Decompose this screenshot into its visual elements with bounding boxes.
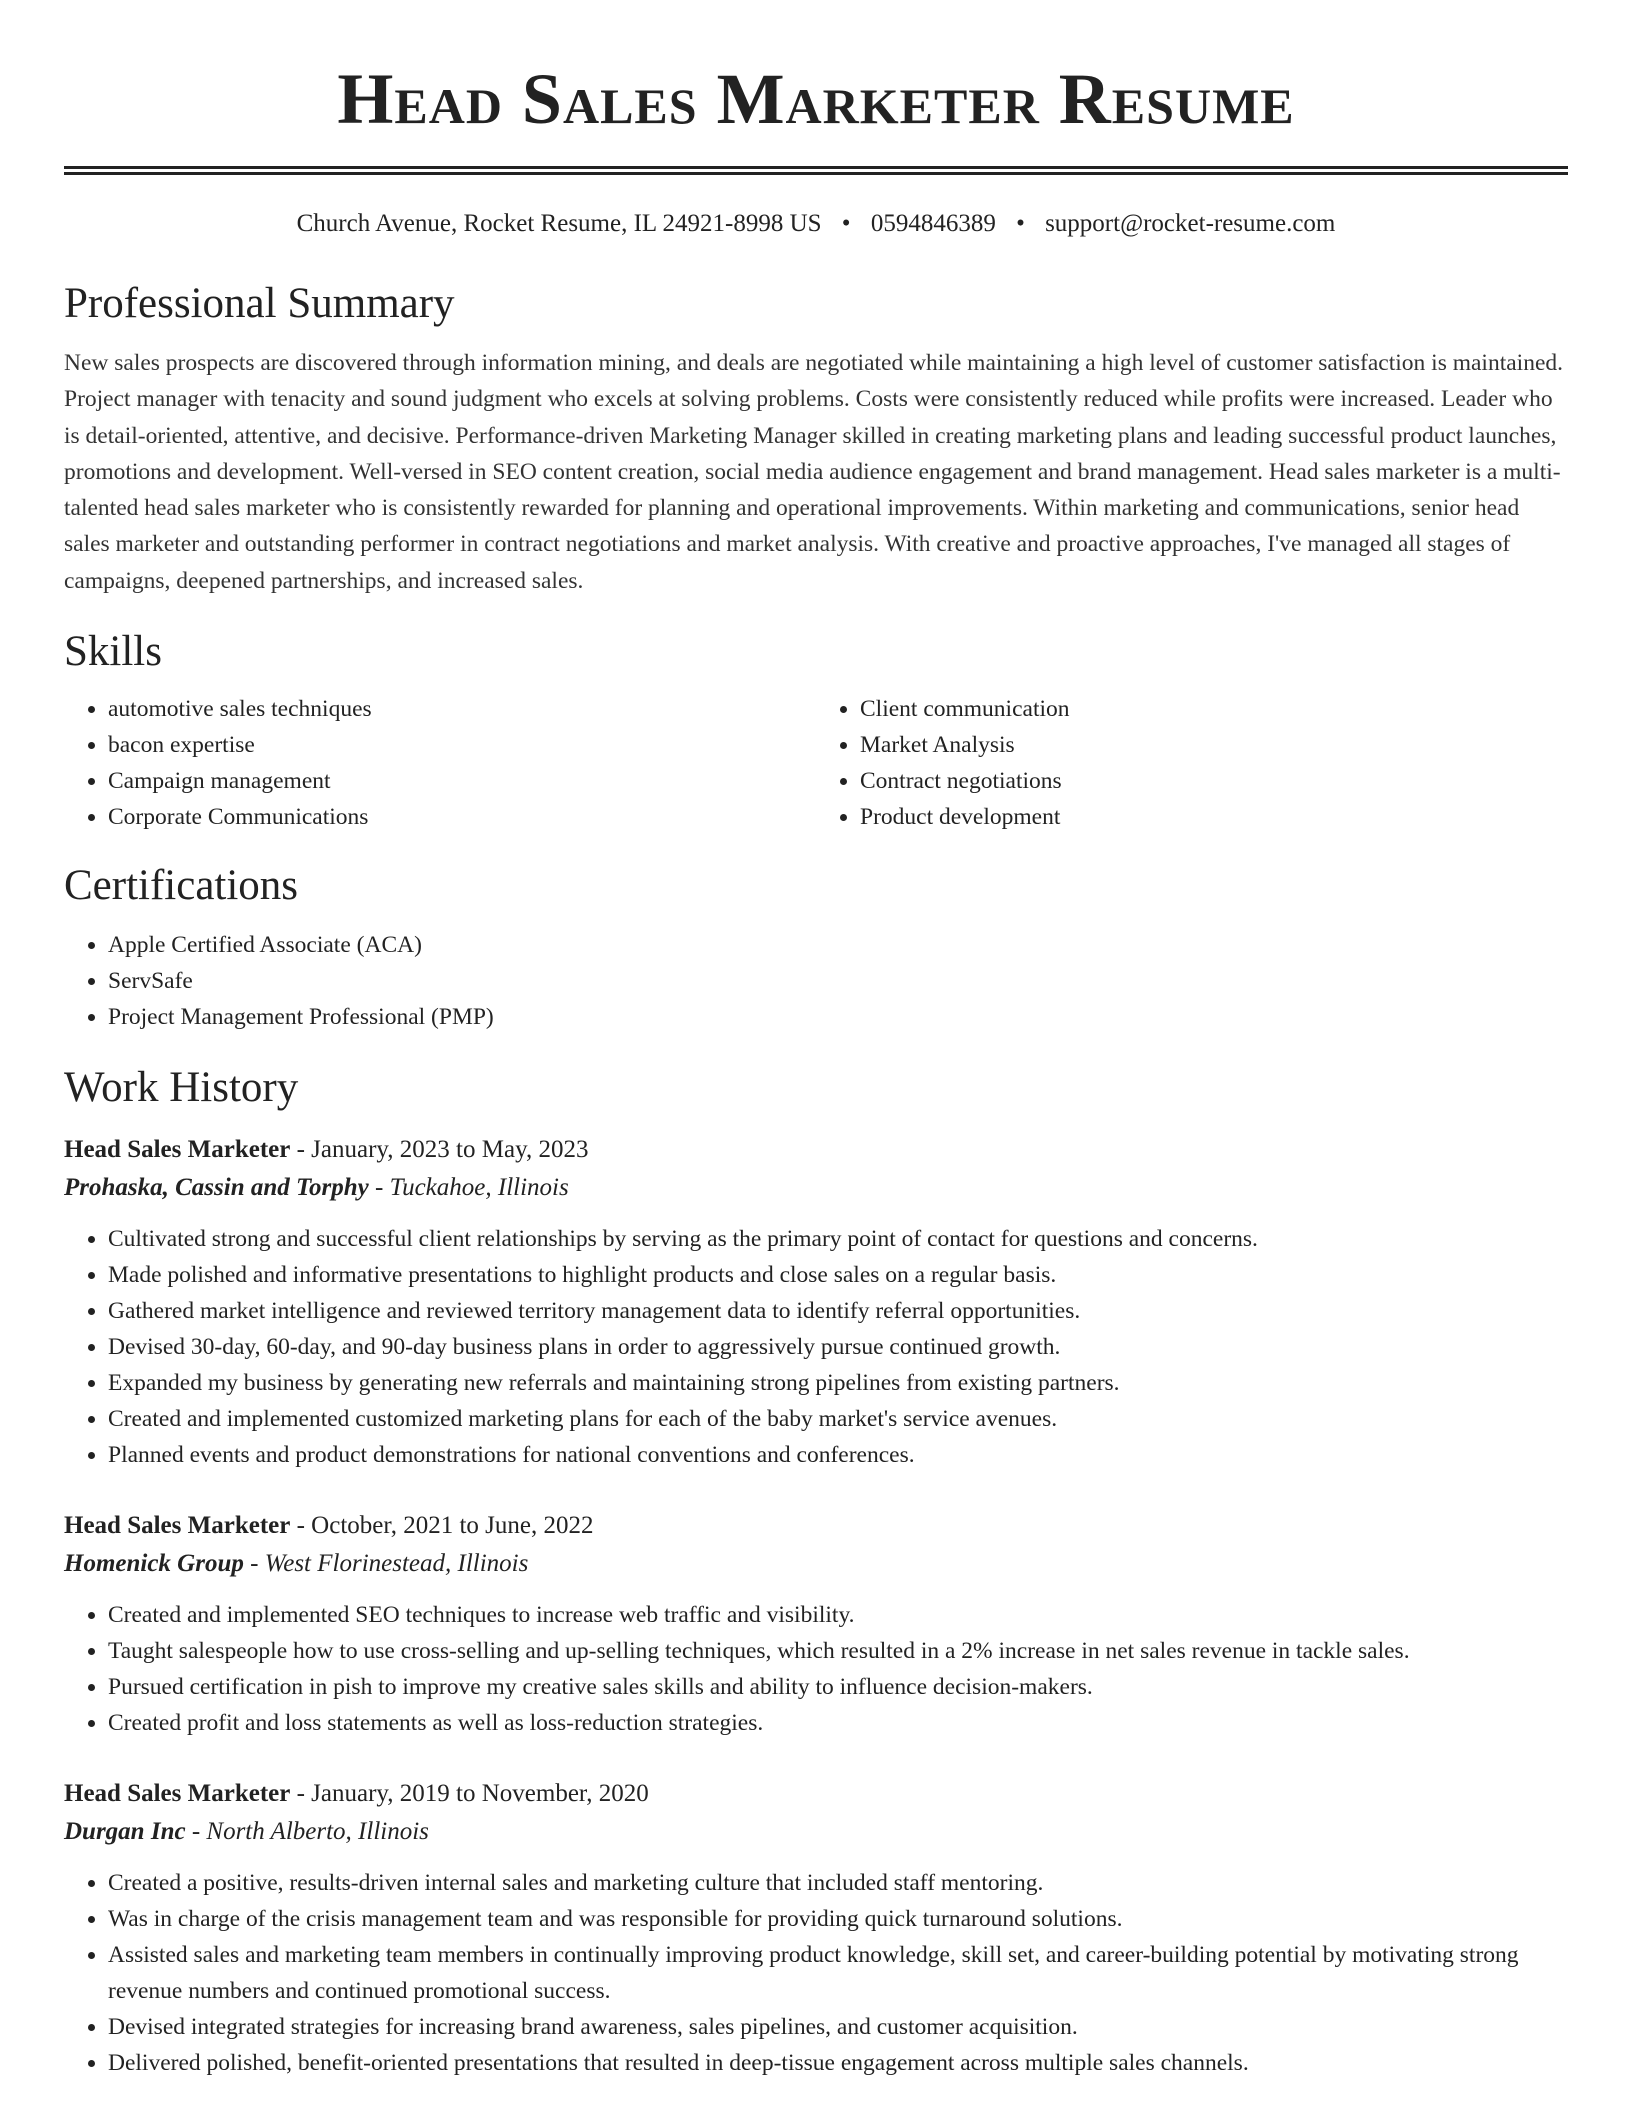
summary-heading: Professional Summary	[64, 280, 455, 327]
certifications-heading: Certifications	[64, 862, 299, 910]
contact-line	[64, 209, 1568, 239]
title-divider	[64, 166, 1568, 175]
skill-item: • bacon expertise	[108, 727, 816, 763]
job-role: Head Sales Marketer	[64, 1136, 291, 1164]
job-duty: • Cultivated strong and successful client relationships by serving as the primary point of contact for questions and concerns.	[108, 1221, 1568, 1257]
job-duty: • Expanded my business by generating new referrals and maintaining strong pipelines from existing partners.	[108, 1365, 1568, 1401]
job-duty: • Created a positive, results-driven internal sales and marketing culture that included staff mentoring.	[108, 1865, 1568, 1901]
skill-item: • Market Analysis	[860, 727, 1568, 763]
contact-address: Church Avenue, Rocket Resume, IL 24921-8998 US	[296, 210, 822, 237]
job-duties-list	[64, 1221, 1568, 1473]
job-location: Tuckahoe, Illinois	[389, 1174, 569, 1202]
job-company: Durgan Inc	[64, 1818, 186, 1846]
job-company-line: Homenick Group - West Florinestead, Illinois	[64, 1550, 529, 1578]
certification-item: • Apple Certified Associate (ACA)	[108, 927, 1568, 963]
job-title-line: Head Sales Marketer - October, 2021 to June, 2022	[64, 1512, 594, 1540]
job-duty: • Was in charge of the crisis management team and was responsible for providing quick turnaround solutions.	[108, 1901, 1568, 1937]
job-duty: • Gathered market intelligence and reviewed territory management data to identify referral opportunities.	[108, 1293, 1568, 1329]
skills-column-right	[816, 691, 1568, 835]
job-duties-list	[64, 1597, 1568, 1741]
job-entry	[64, 1507, 1568, 1741]
job-duty: • Devised integrated strategies for increasing brand awareness, sales pipelines, and customer acquisition.	[108, 2009, 1568, 2045]
skills-column-left	[64, 691, 816, 835]
skill-item: • Contract negotiations	[860, 763, 1568, 799]
job-title-line: Head Sales Marketer - January, 2023 to May, 2023	[64, 1136, 589, 1164]
contact-phone: 0594846389	[870, 210, 996, 237]
job-company: Prohaska, Cassin and Torphy	[64, 1174, 369, 1202]
page-title: Head Sales Marketer Resume	[337, 59, 1295, 139]
job-duty: • Pursued certification in pish to improve my creative sales skills and ability to influence decision-makers.	[108, 1669, 1568, 1705]
job-entry	[64, 1775, 1568, 2081]
skills-list	[64, 691, 1568, 835]
work-history-heading: Work History	[64, 1064, 299, 1112]
job-duty: • Created and implemented customized marketing plans for each of the baby market's service avenues.	[108, 1401, 1568, 1437]
job-duty: • Taught salespeople how to use cross-selling and up-selling techniques, which resulted in a 2% increase in net sales revenue in tackle sales.	[108, 1633, 1568, 1669]
job-duty: • Created and implemented SEO techniques to increase web traffic and visibility.	[108, 1597, 1568, 1633]
summary-text: New sales prospects are discovered through information mining, and deals are negotiated while maintaining a high level of customer satisfaction is maintained. Project manager with tenacity and sound judgment who excels at solving problems. Costs were consistently reduced while profits were increased. Leader who is detail-oriented, attentive, and decisive. Performance-driven Marketing Manager skilled in creating marketing plans and leading successful product launches, promotions and development. Well-versed in SEO content creation, social media audience engagement and brand management. Head sales marketer is a multi-talented head sales marketer who is consistently rewarded for planning and operational improvements. Within marketing and communications, senior head sales marketer and outstanding performer in contract negotiations and market analysis. With creative and proactive approaches, I've managed all stages of campaigns, deepened partnerships, and increased sales.	[64, 350, 1563, 594]
job-role: Head Sales Marketer	[64, 1512, 291, 1540]
job-duty: • Made polished and informative presentations to highlight products and close sales on a regular basis.	[108, 1257, 1568, 1293]
skill-item: • automotive sales techniques	[108, 691, 816, 727]
job-company: Homenick Group	[64, 1550, 244, 1578]
job-company-line: Prohaska, Cassin and Torphy - Tuckahoe, Illinois	[64, 1174, 569, 1202]
job-duty: • Assisted sales and marketing team members in continually improving product knowledge, skill set, and career-building potential by motivating strong revenue numbers and continued promotional success.	[108, 1937, 1568, 2009]
job-location: West Florinestead, Illinois	[264, 1550, 529, 1578]
job-entry	[64, 1131, 1568, 1473]
skills-heading: Skills	[64, 628, 162, 676]
skill-item: • Client communication	[860, 691, 1568, 727]
job-duties-list	[64, 1865, 1568, 2081]
job-duty: • Devised 30-day, 60-day, and 90-day business plans in order to aggressively pursue continued growth.	[108, 1329, 1568, 1365]
job-dates: October, 2021 to June, 2022	[311, 1512, 594, 1540]
certification-item: • ServSafe	[108, 963, 1568, 999]
contact-separator: •	[1016, 210, 1025, 237]
job-duty: • Created profit and loss statements as well as loss-reduction strategies.	[108, 1705, 1568, 1741]
job-role: Head Sales Marketer	[64, 1780, 291, 1808]
certifications-list	[64, 927, 1568, 1035]
skill-item: • Product development	[860, 799, 1568, 835]
job-dates: January, 2019 to November, 2020	[311, 1780, 649, 1808]
certification-item: • Project Management Professional (PMP)	[108, 999, 1568, 1035]
job-title-line: Head Sales Marketer - January, 2019 to November, 2020	[64, 1780, 649, 1808]
job-dates: January, 2023 to May, 2023	[311, 1136, 589, 1164]
skill-item: • Campaign management	[108, 763, 816, 799]
job-duty: • Delivered polished, benefit-oriented presentations that resulted in deep-tissue engagement across multiple sales channels.	[108, 2045, 1568, 2081]
contact-email: support@rocket-resume.com	[1045, 210, 1336, 237]
job-company-line: Durgan Inc - North Alberto, Illinois	[64, 1818, 429, 1846]
job-location: North Alberto, Illinois	[206, 1818, 429, 1846]
skill-item: • Corporate Communications	[108, 799, 816, 835]
contact-separator: •	[841, 210, 851, 237]
job-duty: • Planned events and product demonstrations for national conventions and conferences.	[108, 1437, 1568, 1473]
